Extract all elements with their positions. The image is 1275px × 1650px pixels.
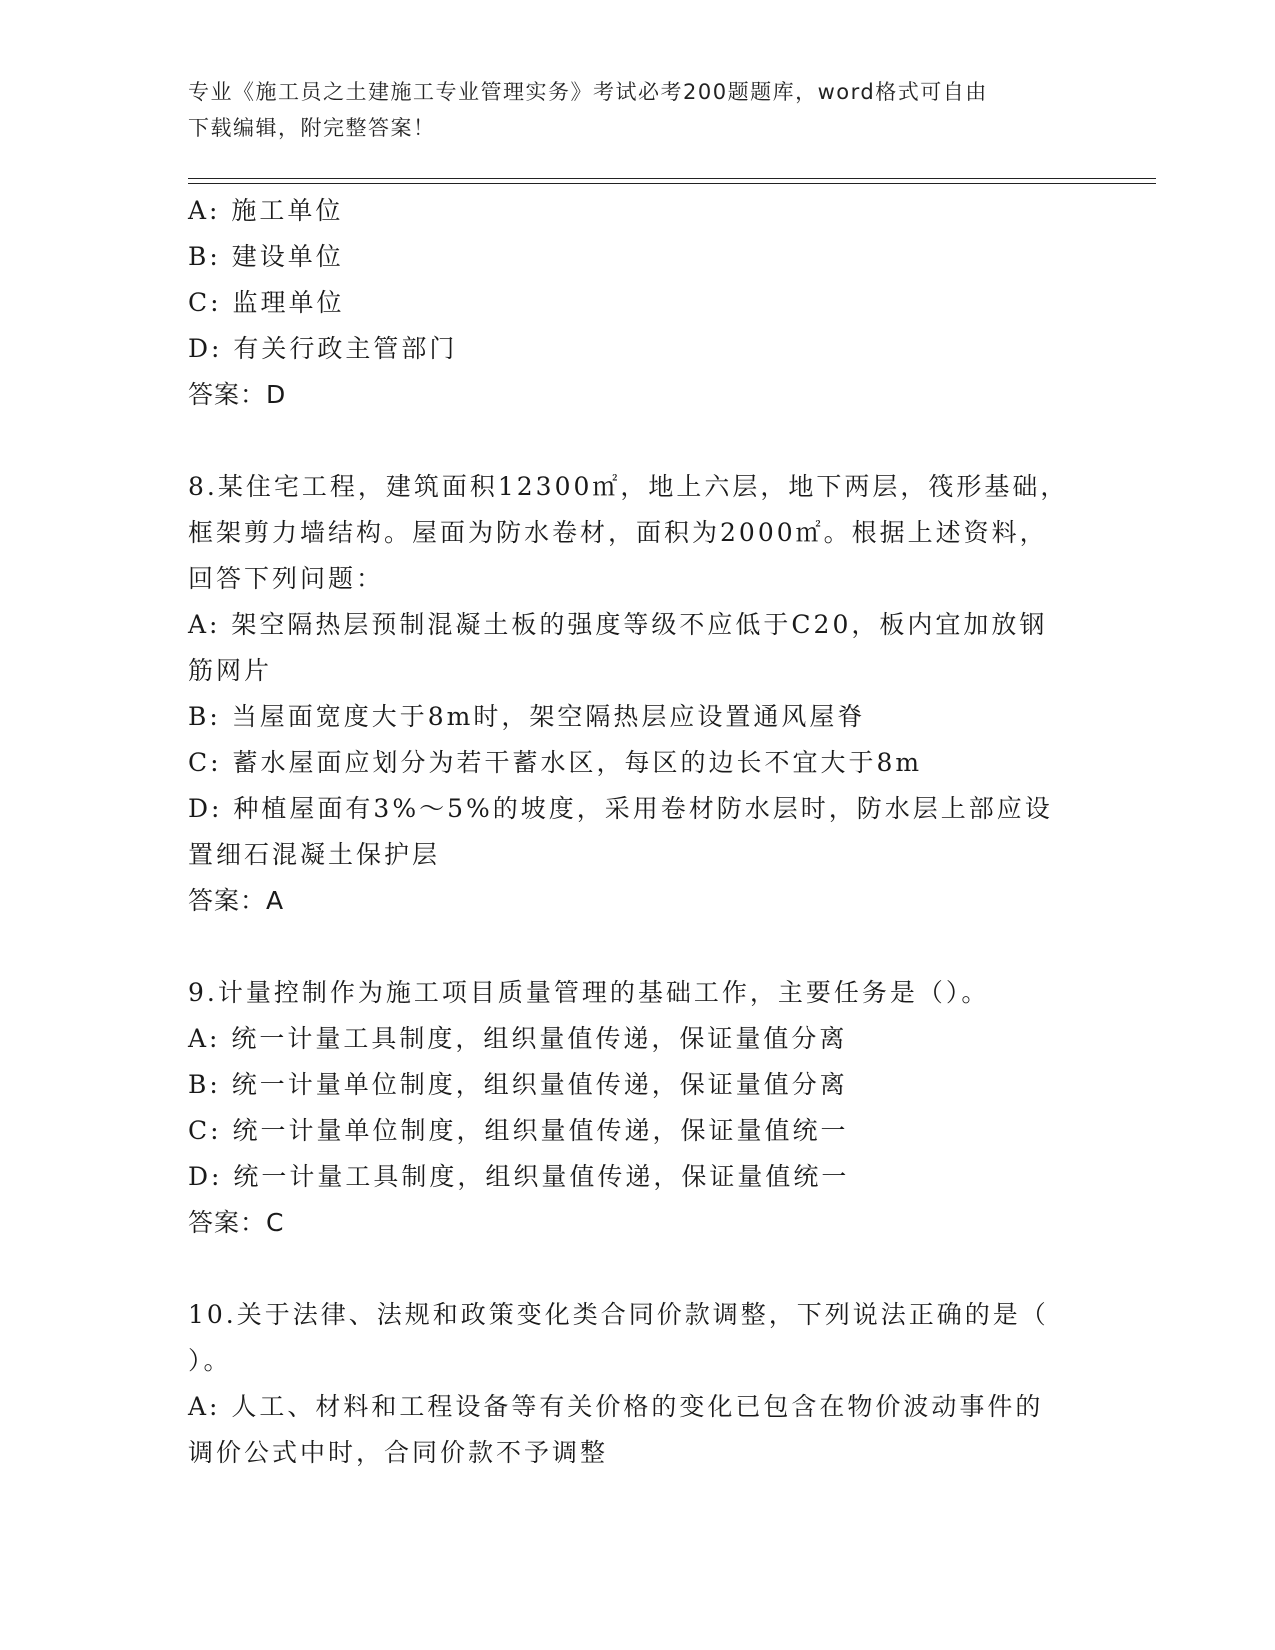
q9-stem: 9.计量控制作为施工项目质量管理的基础工作，主要任务是（）。 [188,978,990,1007]
q9-option-b: B: 统一计量单位制度，组织量值传递，保证量值分离 [188,1070,848,1099]
spacer [188,418,1088,464]
q10-stem-line-2: ）。 [188,1346,232,1375]
q7-answer: 答案：D [188,380,287,409]
q8-option-d-line-1: D: 种植屋面有3%～5%的坡度，采用卷材防水层时，防水层上部应设 [188,794,1053,823]
q7-option-a: A: 施工单位 [188,196,344,225]
q10-option-a-line-2: 调价公式中时，合同价款不予调整 [188,1438,609,1467]
q7-option-d: D: 有关行政主管部门 [188,334,458,363]
q8-answer: 答案：A [188,886,285,915]
q7-option-b: B: 建设单位 [188,242,344,271]
header-line-1: 专业《施工员之土建施工专业管理实务》考试必考200题题库，word格式可自由 [188,80,988,104]
header-line-2: 下载编辑，附完整答案！ [188,116,436,140]
q9-option-a: A: 统一计量工具制度，组织量值传递，保证量值分离 [188,1024,848,1053]
q10-option-a-line-1: A: 人工、材料和工程设备等有关价格的变化已包含在物价波动事件的 [188,1392,1044,1421]
q8-stem-line-1: 8.某住宅工程，建筑面积12300㎡，地上六层，地下两层，筏形基础， [188,472,1069,501]
header-rule-top [188,178,1156,179]
q9-option-d: D: 统一计量工具制度，组织量值传递，保证量值统一 [188,1162,850,1191]
q8-option-d-line-2: 置细石混凝土保护层 [188,840,441,869]
document-body [188,188,1088,1476]
document-header [188,74,1088,146]
spacer [188,924,1088,970]
q8-stem-line-2: 框架剪力墙结构。屋面为防水卷材，面积为2000㎡。根据上述资料， [188,518,1048,547]
q10-stem-line-1: 10.关于法律、法规和政策变化类合同价款调整，下列说法正确的是（ [188,1300,1049,1329]
q8-option-c: C: 蓄水屋面应划分为若干蓄水区，每区的边长不宜大于8m [188,748,923,777]
spacer [188,1246,1088,1292]
q7-option-c: C: 监理单位 [188,288,345,317]
q9-option-c: C: 统一计量单位制度，组织量值传递，保证量值统一 [188,1116,849,1145]
header-rule-bottom [188,183,1156,184]
q8-option-b: B: 当屋面宽度大于8m时，架空隔热层应设置通风屋脊 [188,702,866,731]
q8-stem-line-3: 回答下列问题： [188,564,385,593]
q8-option-a-line-2: 筋网片 [188,656,273,685]
q9-answer: 答案：C [188,1208,285,1237]
q8-option-a-line-1: A: 架空隔热层预制混凝土板的强度等级不应低于C20，板内宜加放钢 [188,610,1048,639]
